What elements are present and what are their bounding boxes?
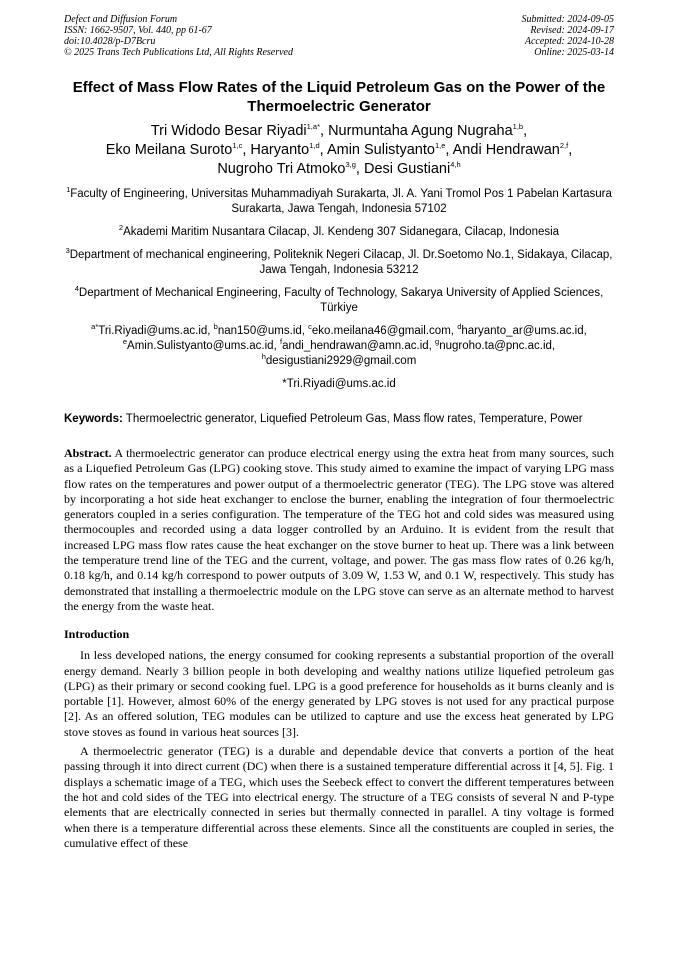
keywords-text: Thermoelectric generator, Liquefied Petroleum Gas, Mass flow rates, Temperature, Power: [125, 413, 583, 425]
email: $^h$desigustiani2929@gmail.com: [261, 352, 417, 367]
email-list: $^{a*}$Tri.Riyadi@ums.ac.id, $^b$nan150@ums.id, $^c$eko.meilana46@gmail.com, $^d$haryanto_ar@ums.ac.id, $^e$Amin.Sulistyanto@ums.ac.id, $^f$andi_hendrawan@amn.ac.id, $^g$nugroho.ta@pnc.ac.id, $^h$desigustiani2929@gmail.com: [91, 322, 587, 367]
body-paragraph: In less developed nations, the energy consumed for cooking represents a substantial proportion of the overall energy demand. Nearly 3 billion people in both developing and wealthy nations utilize liquefied petroleum gas (LPG) as their primary or second cooking fuel. LPG is a good preference for households as it burns cleanly and is portable [1]. However, almost 60% of the energy generated by LPG stoves is not used for any practical purpose [2]. As an offered solution, TEG modules can be utilized to capture and use the excess heat generated by LPG stove stoves as found in various heat sources [3].: [64, 648, 614, 739]
email: $^d$haryanto_ar@ums.ac.id: [457, 322, 584, 337]
email: $^f$andi_hendrawan@amn.ac.id: [279, 337, 429, 352]
author: Amin Sulistyanto$^{1,e}$,: [326, 141, 453, 158]
issn: ISSN: 1662-9507, Vol. 440, pp 61-67: [64, 25, 212, 36]
author: Tri Widodo Besar Riyadi$^{1,a*}$,: [150, 122, 329, 139]
abstract-label: Abstract.: [64, 446, 112, 460]
submitted-date: Submitted: 2024-09-05: [521, 14, 614, 25]
affiliation-3: $^3$Department of mechanical engineering, Politeknik Negeri Cilacap, Jl. Dr.Soetomo No.1, Sidakaya, Cilacap, Jawa Tengah, Indonesia 53212: [65, 246, 613, 276]
email: $^e$Amin.Sulistyanto@ums.ac.id: [122, 337, 274, 352]
email: $^c$eko.meilana46@gmail.com: [308, 322, 451, 337]
keywords-label: Keywords:: [64, 413, 123, 425]
email: $^b$nan150@ums.id: [213, 322, 302, 337]
paper-title: Effect of Mass Flow Rates of the Liquid Petroleum Gas on the Power of the Thermoelectric Generator: [72, 79, 606, 115]
keywords: [64, 412, 614, 426]
publication-dates: [522, 14, 615, 58]
author: Andi Hendrawan$^{2,f}$,: [452, 141, 573, 158]
author: Eko Meilana Suroto$^{1,c}$,: [105, 141, 251, 158]
corresponding-email: *Tri.Riyadi@ums.ac.id: [282, 378, 396, 390]
copyright: © 2025 Trans Tech Publications Ltd, All Rights Reserved: [64, 47, 293, 58]
email: $^g$nugroho.ta@pnc.ac.id: [435, 337, 552, 352]
header-metadata: [64, 14, 614, 58]
affiliation-4: $^4$Department of Mechanical Engineering, Faculty of Technology, Sakarya University of Applied Sciences, Türkiye: [74, 284, 604, 314]
paper-page: [64, 14, 614, 851]
body-paragraph: A thermoelectric generator (TEG) is a durable and dependable device that converts a portion of the heat passing through it into direct current (DC) when there is a sustained temperature differential across it [4, 5]. Fig. 1 displays a schematic image of a TEG, which uses the Seebeck effect to convert the different temperatures between the hot and cold sides of the TEG into electrical energy. The structure of a TEG consists of several N and P-type elements that are electrically connected in series but thermally connected in parallel. A tiny voltage is formed when there is a temperature differential across these elements. Since all the constituents are coupled in series, the cumulative effect of these: [64, 744, 614, 850]
author-list: [64, 122, 614, 179]
abstract: [64, 446, 614, 614]
author: Nurmuntaha Agung Nugraha$^{1,b}$,: [328, 122, 528, 139]
author: Haryanto$^{1,d}$,: [250, 141, 327, 158]
journal-name: Defect and Diffusion Forum: [64, 14, 178, 25]
author: Desi Gustiani$^{4,h}$: [363, 160, 461, 177]
revised-date: Revised: 2024-09-17: [530, 25, 614, 36]
online-date: Online: 2025-03-14: [534, 47, 614, 58]
author: Nugroho Tri Atmoko$^{3,g}$,: [217, 160, 364, 177]
abstract-text: A thermoelectric generator can produce electrical energy using the extra heat from many sources, such as a Liquefied Petroleum Gas (LPG) cooking stove. This study aimed to examine the impact of varying LPG mass flow rates on the temperatures and power output of a thermoelectric generator (TEG). The LPG stove was altered by incorporating a hot side heat exchanger to enclose the burner, enabling the integration of four thermoelectric generators coupled in a series configuration. The temperature of the TEG hot and cold sides was measured using thermocouples and recorded using a data logger controlled by an Arduino. It is evident from the result that increased LPG mass flow rates cause the heat exchanger on the stove burner to heat up. There was a link between the temperature trend line of the TEG and the current, voltage, and power. The gas mass flow rates of 0.26 kg/h, 0.18 kg/h, and 0.14 kg/h correspond to power outputs of 3.09 W, 1.53 W, and 0.1 W, respectively. This study has demonstrated that installing a thermoelectric module on the LPG stove can serve as an alternate method to harvest the energy from the waste heat.: [64, 446, 615, 613]
affiliation-2: $^2$Akademi Maritim Nusantara Cilacap, Jl. Kendeng 307 Sidanegara, Cilacap, Indonesia: [118, 223, 560, 238]
doi: doi:10.4028/p-D7Bcru: [64, 36, 156, 47]
journal-info: [64, 14, 293, 58]
email: $^{a*}$Tri.Riyadi@ums.ac.id: [91, 322, 208, 337]
accepted-date: Accepted: 2024-10-28: [524, 36, 614, 47]
section-heading-introduction: Introduction: [64, 627, 130, 642]
affiliation-1: $^1$Faculty of Engineering, Universitas Muhammadiyah Surakarta, Jl. A. Yani Tromol Pos 1 Pabelan Kartasura Surakarta, Jawa Tengah, Indonesia 57102: [66, 185, 612, 215]
